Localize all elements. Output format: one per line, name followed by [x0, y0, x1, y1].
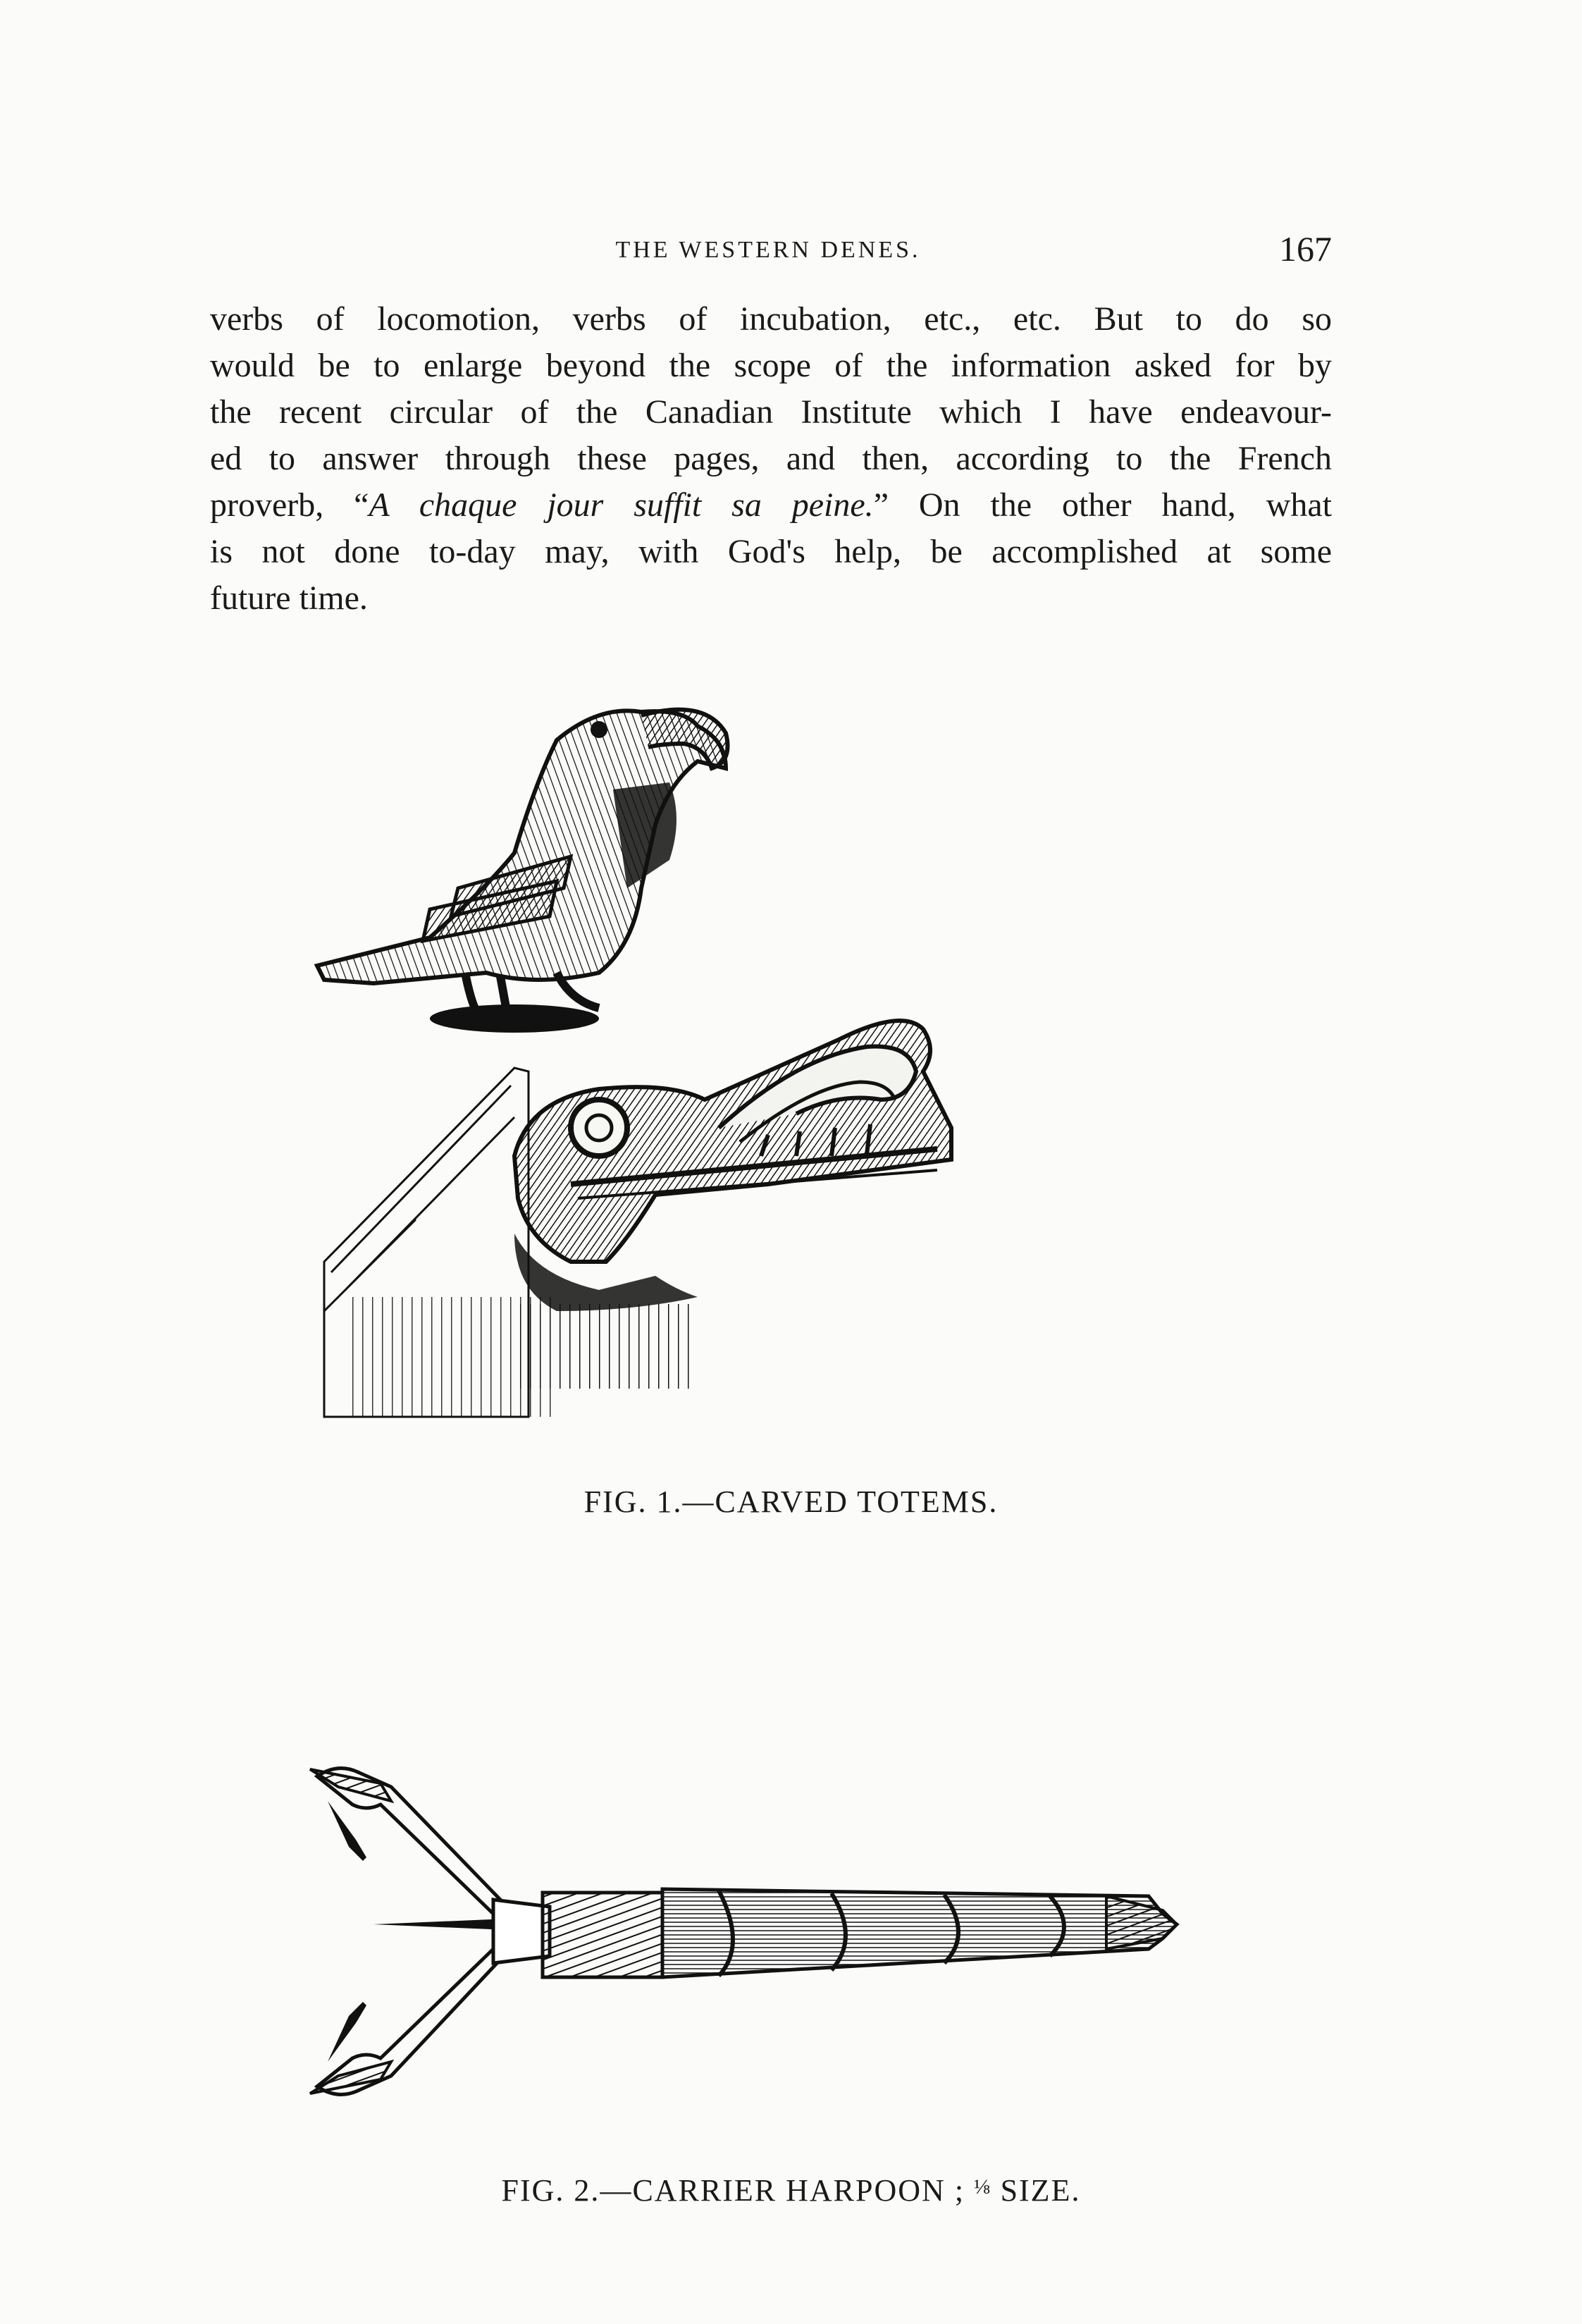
text-line: verbs of locomotion, verbs of incubation, etc., etc. But to do so: [210, 300, 1332, 338]
size-fraction: ⅛: [974, 2175, 991, 2199]
figure-caption-text: —CARRIER HARPOON ;: [600, 2173, 965, 2208]
text-line: [210, 482, 1332, 529]
text-segment: proverb, “: [210, 486, 369, 524]
running-head: THE WESTERN DENES.: [615, 237, 921, 263]
text-line: is not done to-day may, with God's help, be accomplished at some: [210, 533, 1332, 570]
body-paragraph: [210, 296, 1332, 622]
text-segment: ” On the other hand, what: [873, 486, 1333, 524]
french-proverb: A chaque jour suffit sa peine.: [369, 486, 874, 524]
text-line: would be to enlarge beyond the scope of the information asked for by: [210, 347, 1332, 384]
figure-label: FIG. 1.: [583, 1484, 683, 1519]
figure-caption-text: —CARVED TOTEMS.: [682, 1484, 999, 1519]
page-number: 167: [1279, 229, 1332, 269]
figure-caption-suffix: SIZE.: [991, 2173, 1081, 2208]
carved-totems-illustration: [303, 677, 1219, 1466]
page-header: [204, 229, 1332, 275]
figure-1-caption: [0, 1484, 1582, 1520]
figure-2-caption: [0, 2172, 1582, 2208]
text-line: future time.: [210, 579, 368, 617]
figure-label: FIG. 2.: [501, 2173, 600, 2208]
text-line: ed to answer through these pages, and then, according to the French: [210, 440, 1332, 477]
text-line: the recent circular of the Canadian Institute which I have endeavour-: [210, 393, 1332, 431]
carrier-harpoon-illustration: [296, 1734, 1226, 2143]
